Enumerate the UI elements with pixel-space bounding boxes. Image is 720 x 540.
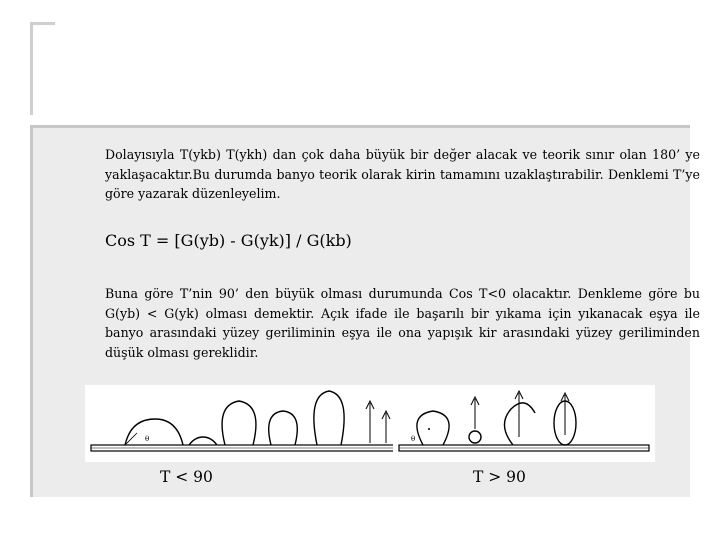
angle-label-left: θ — [145, 435, 150, 443]
formula: Cos T = [G(yb) - G(yk)] / G(kb) — [105, 231, 352, 250]
caption-left: T < 90 — [160, 468, 213, 486]
paragraph-2: Buna göre T’nin 90’ den büyük olması durumunda Cos T<0 olacaktır. Denkleme göre bu G(yb) < G(yk) olması demektir. Açık ifade ile başarılı bir yıkama için yıkanacak eşya ile banyo arasındaki yüzey geriliminin eşya ile ona yapışık kir arasındaki yüzey geriliminden düşük olması gereklidir. — [105, 286, 700, 360]
content-panel — [30, 125, 700, 497]
figure-contact-angle-less-than-90 — [85, 385, 407, 462]
top-bracket-decoration — [30, 22, 55, 115]
figure-contact-angle-greater-than-90 — [393, 385, 655, 462]
paragraph-1: Dolayısıyla T(ykb) T(ykh) dan çok daha büyük bir değer alacak ve teorik sınır olan 180’ ye yaklaşacaktır.Bu durumda banyo teorik olarak kirin tamamını uzaklaştırabilir. Denklemi T’ye göre yazarak düzenleyelim. — [105, 147, 700, 202]
caption-right: T > 90 — [473, 468, 526, 486]
angle-label-right: θ — [411, 435, 416, 443]
